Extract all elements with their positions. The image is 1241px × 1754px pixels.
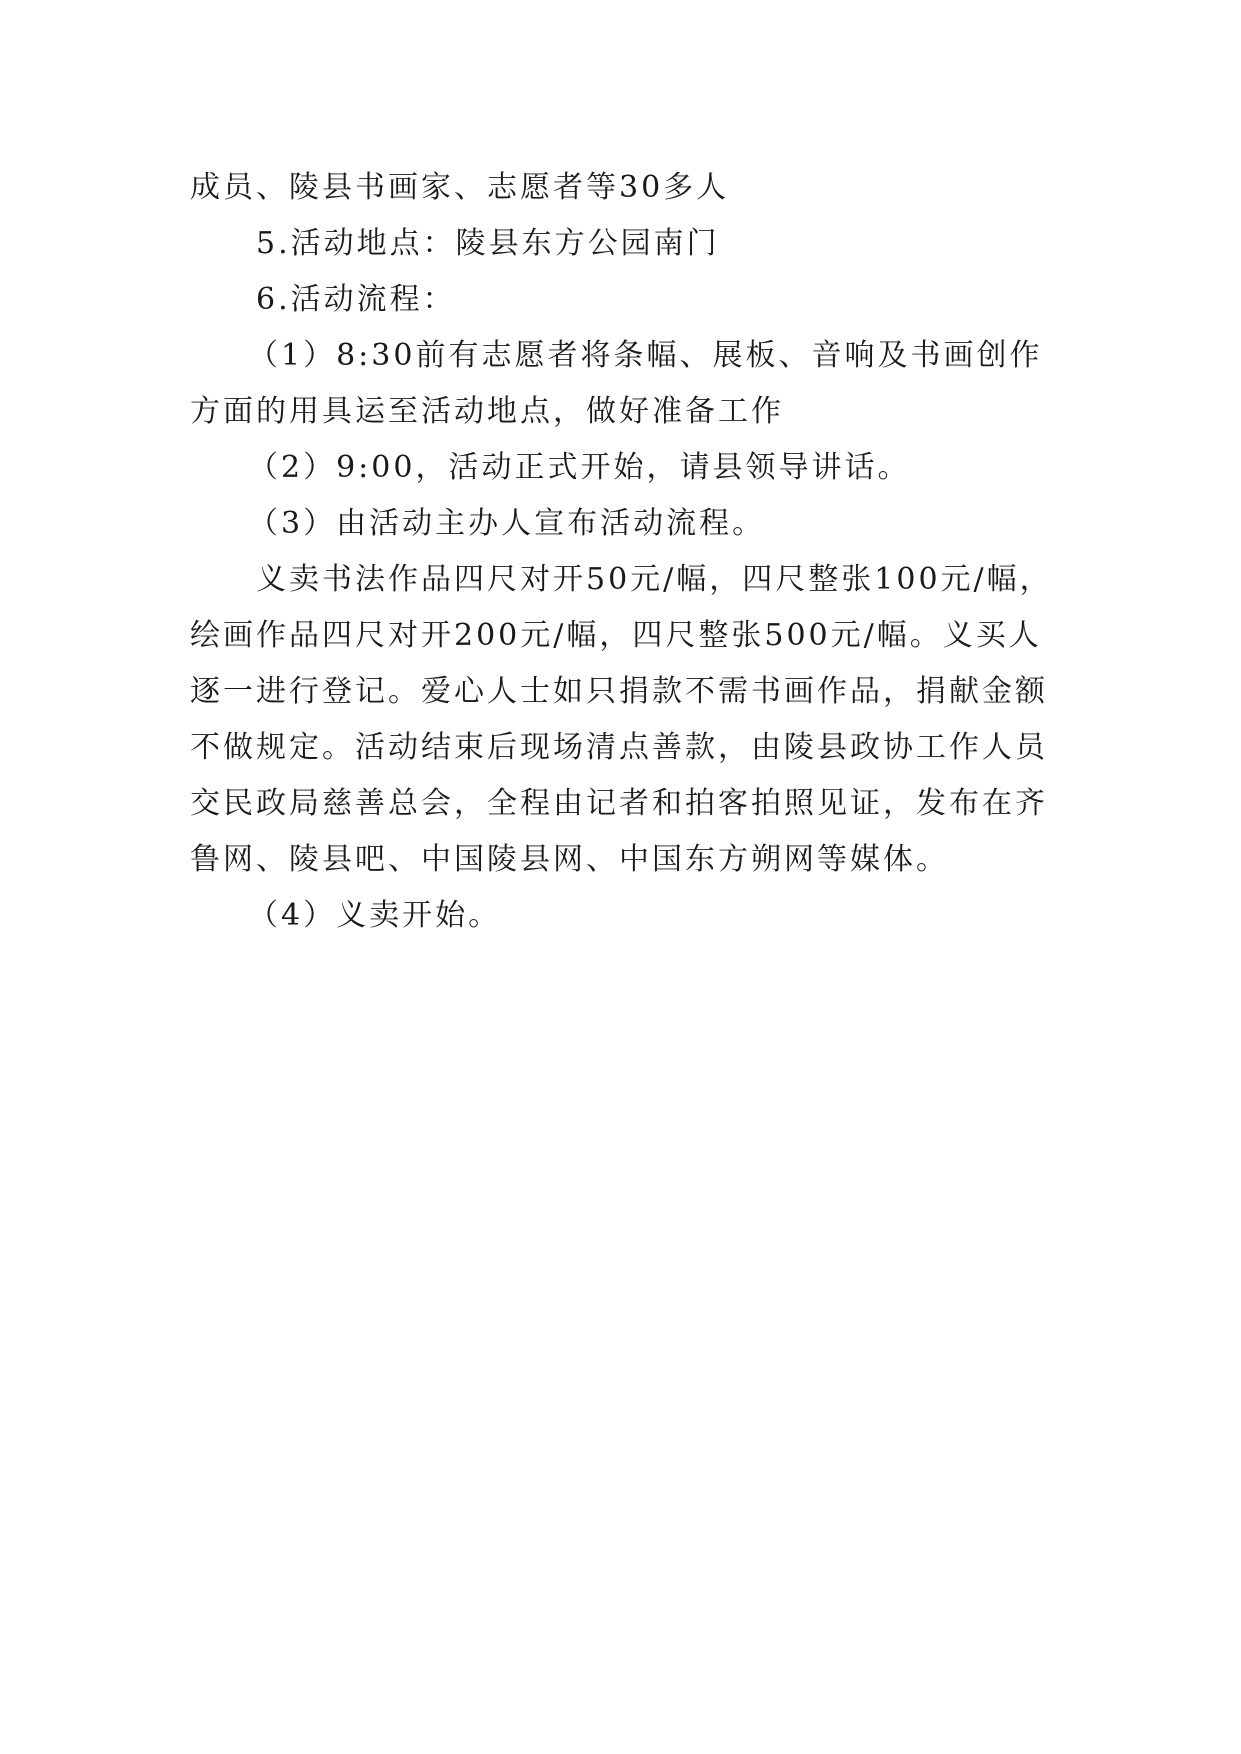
- paragraph-line: 6.活动流程：: [256, 282, 456, 317]
- paragraph-line: 鲁网、陵县吧、中国陵县网、中国东方朔网等媒体。: [190, 842, 949, 877]
- paragraph-line: 逐一进行登记。爱心人士如只捐款不需书画作品，捐献金额: [190, 674, 1048, 709]
- paragraph-line: （3）由活动主办人宣布活动流程。: [248, 506, 766, 541]
- paragraph-line: 不做规定。活动结束后现场清点善款，由陵县政协工作人员: [190, 730, 1048, 765]
- paragraph-line: （4）义卖开始。: [248, 898, 502, 933]
- paragraph-line: 5.活动地点：陵县东方公园南门: [256, 226, 720, 261]
- paragraph-line: 绘画作品四尺对开200元/幅，四尺整张500元/幅。义买人: [190, 618, 1042, 653]
- paragraph-line: （2）9:00，活动正式开始，请县领导讲话。: [248, 450, 911, 485]
- document-body: [190, 160, 1070, 944]
- paragraph-line: 成员、陵县书画家、志愿者等30多人: [190, 170, 730, 205]
- paragraph-line: 义卖书法作品四尺对开50元/幅，四尺整张100元/幅，: [256, 562, 1053, 597]
- paragraph-line: 交民政局慈善总会，全程由记者和拍客拍照见证，发布在齐: [190, 786, 1048, 821]
- paragraph-line: （1）8:30前有志愿者将条幅、展板、音响及书画创作: [248, 338, 1043, 373]
- paragraph-line: 方面的用具运至活动地点，做好准备工作: [190, 394, 784, 429]
